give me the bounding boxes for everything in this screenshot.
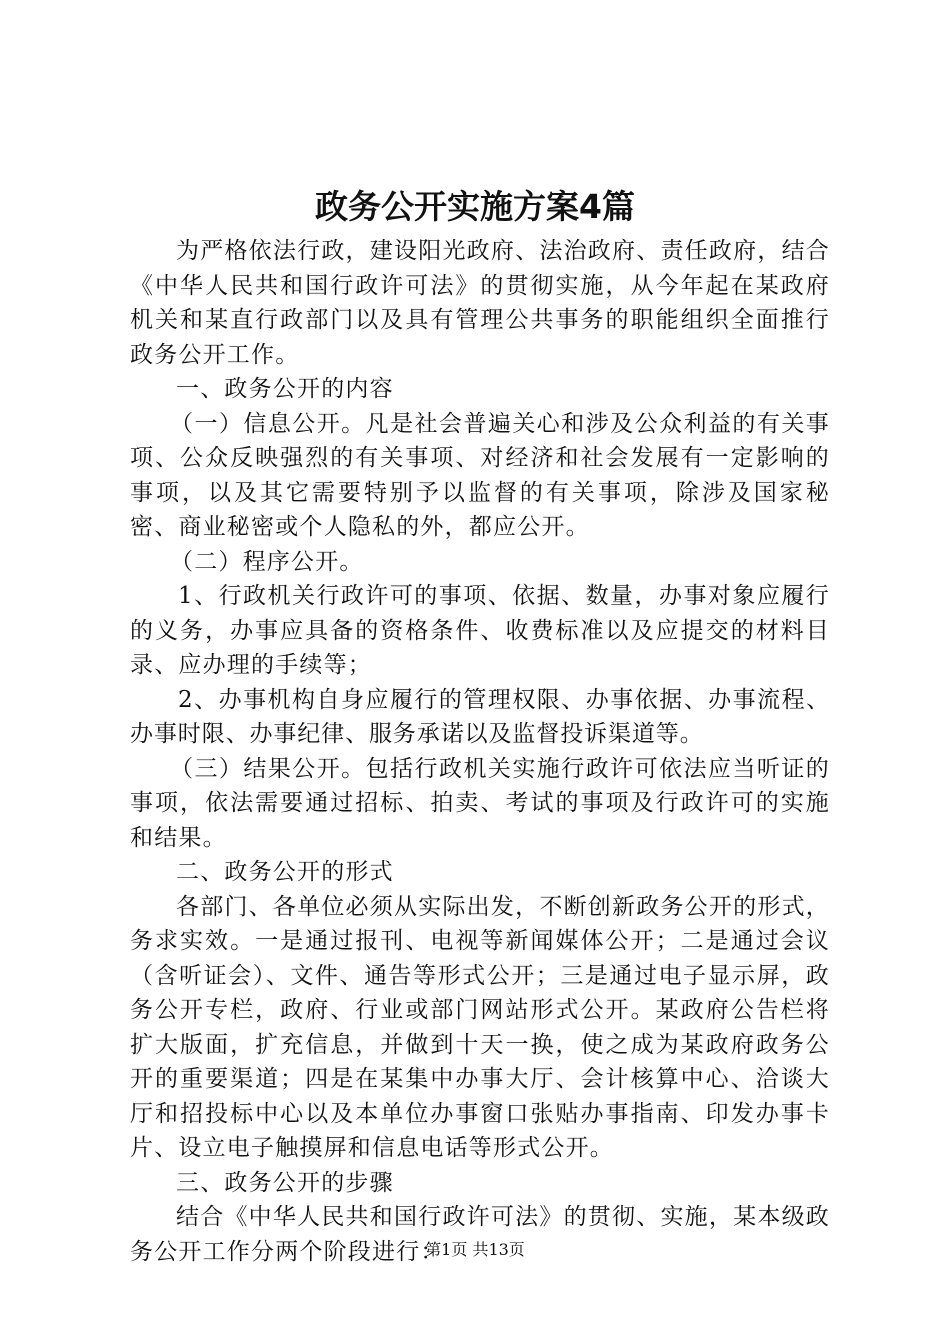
info-disclosure-paragraph: （一）信息公开。凡是社会普遍关心和涉及公众利益的有关事项、公众反映强烈的有关事项、对经济和社会发展有一定影响的事项，以及其它需要特别予以监督的有关事项，除涉及国家秘密、商业秘密或个人隐私的外，都应公开。 bbox=[130, 410, 830, 540]
form-paragraph: 各部门、各单位必须从实际出发，不断创新政务公开的形式，务求实效。一是通过报刊、电视等新闻媒体公开；二是通过会议（含听证会）、文件、通告等形式公开；三是通过电子显示屏，政务公开专栏，政府、行业或部门网站形式公开。某政府公告栏将扩大版面，扩充信息，并做到十天一换，使之成为某政府政务公开的重要渠道；四是在某集中办事大厅、会计核算中心、洽谈大厅和招投标中心以及本单位办事窗口张贴办事指南、印发办事卡片、设立电子触摸屏和信息电话等形式公开。 bbox=[130, 893, 830, 1161]
procedure-disclosure-heading: （二）程序公开。 bbox=[170, 548, 364, 575]
intro-paragraph: 为严格依法行政，建设阳光政府、法治政府、责任政府，结合《中华人民共和国行政许可法》的贯彻实施，从今年起在某政府机关和某直行政部门以及具有管理公共事务的职能组织全面推行政务公开工作。 bbox=[130, 238, 830, 368]
steps-paragraph: 结合《中华人民共和国行政许可法》的贯彻、实施，某本级政务公开工作分两个阶段进行： bbox=[130, 1204, 830, 1265]
procedure-item-2: 2、办事机构自身应履行的管理权限、办事依据、办事流程、办事时限、办事纪律、服务承诺以及监督投诉渠道等。 bbox=[130, 686, 830, 747]
section-heading-steps: 三、政务公开的步骤 bbox=[176, 1169, 394, 1196]
section-heading-content: 一、政务公开的内容 bbox=[176, 376, 394, 402]
document-title: 政务公开实施方案4篇 bbox=[315, 187, 635, 226]
procedure-item-1: 1、行政机关行政许可的事项、依据、数量，办事对象应履行的义务，办事应具备的资格条件、收费标准以及应提交的材料目录、应办理的手续等； bbox=[130, 583, 830, 678]
document-body bbox=[130, 234, 830, 1269]
result-disclosure-paragraph: （三）结果公开。包括行政机关实施行政许可依法应当听证的事项，依法需要通过招标、拍卖、考试的事项及行政许可的实施和结果。 bbox=[130, 755, 830, 851]
section-heading-form: 二、政务公开的形式 bbox=[176, 859, 394, 885]
page-footer: 第1页 共13页 bbox=[425, 1240, 525, 1259]
